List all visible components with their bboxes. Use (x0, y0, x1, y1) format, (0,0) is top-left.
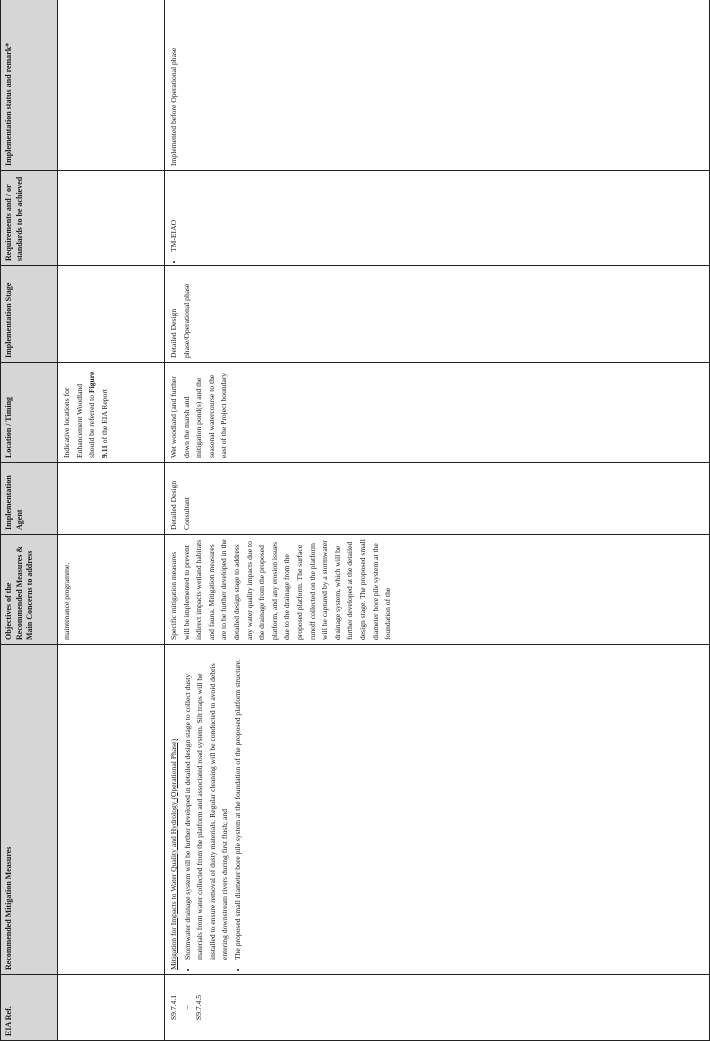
table-row (58, 0, 165, 1041)
row2-requirements (165, 171, 710, 266)
row2-stage: Detailed Design phase/Operational phase (165, 266, 710, 363)
header-agent: Implementation Agent (1, 463, 58, 535)
row2-measures (165, 645, 710, 975)
requirements-list (168, 175, 181, 261)
list-item: • TM-EIAO (168, 175, 181, 252)
row2-agent: Detailed Design Consultant (165, 463, 710, 535)
row2-eia-ref: S9.7.4.1 – S9.7.4.5 (165, 975, 710, 1041)
header-location: Location / Timing (1, 363, 58, 463)
row1-requirements (58, 171, 165, 266)
measures-list (182, 649, 245, 970)
header-status: Implementation status and remark* (1, 0, 58, 171)
row1-agent (58, 463, 165, 535)
header-measures: Recommended Mitigation Measures (1, 645, 58, 975)
measures-heading: Mitigation for Impacts to Water Quality and Hydrology (Operational Phase) (169, 738, 178, 970)
list-item: • Stormwater drainage system will be further developed in detailed design stage to collect dusty materials from water collected from the platform and associated road system. Silt traps will be installed to ensure removal of dusty materials. Regular cleaning will be conducted to avoid debris entering downstream rivers during first flush; and (182, 649, 232, 960)
row2-location: Wet woodland (and further down the marsh and mitigation pond(s) and the seasonal watercourse to the east of the Project boundary (165, 363, 710, 463)
list-item: • The proposed small diameter bore pile system at the foundation of the proposed platform structure. (232, 649, 245, 960)
header-objectives: Objectives of the Recommended Measures & Main Concerns to address (1, 535, 58, 645)
header-eia-ref: EIA Ref. (1, 975, 58, 1041)
row1-objectives: maintenance programme. (58, 535, 165, 645)
header-stage: Implementation Stage (1, 266, 58, 363)
row2-objectives: Specific mitigation measures will be implemented to prevent indirect impacts wetland habitats and fauna. Mitigation measures are to be further developed in the detailed design stage to address any water quality impacts due to the drainage from the proposed platform, and any erosion issues due to the drainage from the proposed platform. The surface runoff collected on the platform will be captured by a stormwater drainage system, which will be further developed at the detailed design stage. The proposed small diameter bore pile system at the foundation of the (165, 535, 710, 645)
row1-location: Indicative locations for Enhancement Woodland should be referred to Figure 9.11 of the EIA Report (58, 363, 165, 463)
row1-eia-ref (58, 975, 165, 1041)
figure-reference: Figure 9.11 (87, 371, 109, 458)
header-row (1, 0, 58, 1041)
table-row (165, 0, 710, 1041)
row1-measures (58, 645, 165, 975)
row1-status (58, 0, 165, 171)
row2-status: Implemented before Operational phase (165, 0, 710, 171)
header-requirements: Requirements and / or standards to be achieved (1, 171, 58, 266)
row1-stage (58, 266, 165, 363)
